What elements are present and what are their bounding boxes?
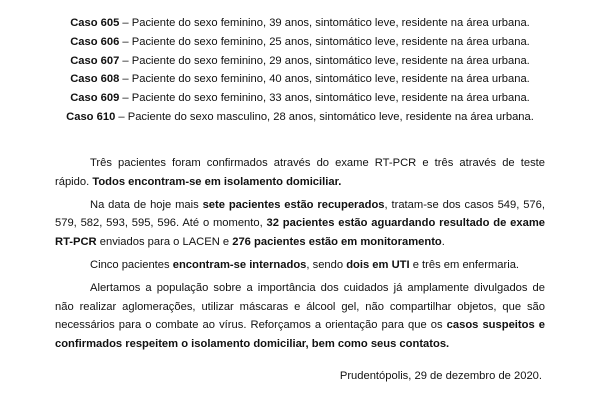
case-item <box>0 70 600 89</box>
case-label: Caso 610 <box>66 110 116 123</box>
case-description: – Paciente do sexo masculino, 28 anos, sintomático leve, residente na área urbana. <box>115 110 534 123</box>
case-description: – Paciente do sexo feminino, 29 anos, sintomático leve, residente na área urbana. <box>119 54 530 67</box>
text-run: Alertamos a população sobre a importância dos cuidados já amplamente divulgados de não realizar aglomerações, utilizar máscaras e álcool gel, não compartilhar objetos, que são necessários para o combate ao vírus. Reforçamos a orientação para que os <box>55 281 545 332</box>
bold-run: casos suspeitos e confirmados respeitem o isolamento domiciliar, bem como seus contatos. <box>55 319 545 351</box>
bold-run: Todos encontram-se em isolamento domiciliar. <box>92 175 342 188</box>
text-run: enviados para o LACEN e <box>96 236 233 249</box>
bold-run: encontram-se internados <box>172 258 307 271</box>
case-item <box>0 14 600 33</box>
text-run: . <box>441 236 445 249</box>
case-label: Caso 606 <box>70 35 120 48</box>
case-item <box>0 108 600 127</box>
bulletin-body <box>55 154 545 358</box>
text-run: , tratam-se dos casos 549, 576, 579, 582, 593, 595, 596. Até o momento, <box>55 198 545 230</box>
case-label: Caso 608 <box>70 73 120 86</box>
case-label: Caso 609 <box>70 92 120 105</box>
paragraph-hospitalized <box>55 256 545 275</box>
case-item <box>0 52 600 71</box>
bold-run: 32 pacientes estão aguardando resultado de exame RT-PCR <box>55 217 545 249</box>
text-run: e três em enfermaria. <box>409 258 520 271</box>
paragraph-recovered <box>55 196 545 252</box>
case-description: – Paciente do sexo feminino, 39 anos, sintomático leve, residente na área urbana. <box>119 17 530 29</box>
case-item <box>0 89 600 108</box>
text-run: Cinco pacientes <box>90 258 173 271</box>
case-label: Caso 607 <box>70 54 120 67</box>
case-label: Caso 605 <box>70 17 120 29</box>
text-run: Na data de hoje mais <box>90 198 203 211</box>
bold-run: 276 pacientes estão em monitoramento <box>232 236 442 249</box>
paragraph-alert <box>55 279 545 354</box>
paragraph-test-results <box>55 154 545 192</box>
place-and-date: Prudentópolis, 29 de dezembro de 2020. <box>339 370 542 382</box>
case-description: – Paciente do sexo feminino, 33 anos, sintomático leve, residente na área urbana. <box>119 92 530 105</box>
text-run: Três pacientes foram confirmados através do exame RT-PCR e três através de teste rápido. <box>55 157 545 188</box>
bold-run: sete pacientes estão recuperados <box>202 198 385 211</box>
case-description: – Paciente do sexo feminino, 40 anos, sintomático leve, residente na área urbana. <box>119 73 530 86</box>
case-item <box>0 33 600 52</box>
case-list <box>0 14 600 127</box>
case-description: – Paciente do sexo feminino, 25 anos, sintomático leve, residente na área urbana. <box>119 35 530 48</box>
bold-run: dois em UTI <box>346 258 410 271</box>
text-run: , sendo <box>306 258 347 271</box>
